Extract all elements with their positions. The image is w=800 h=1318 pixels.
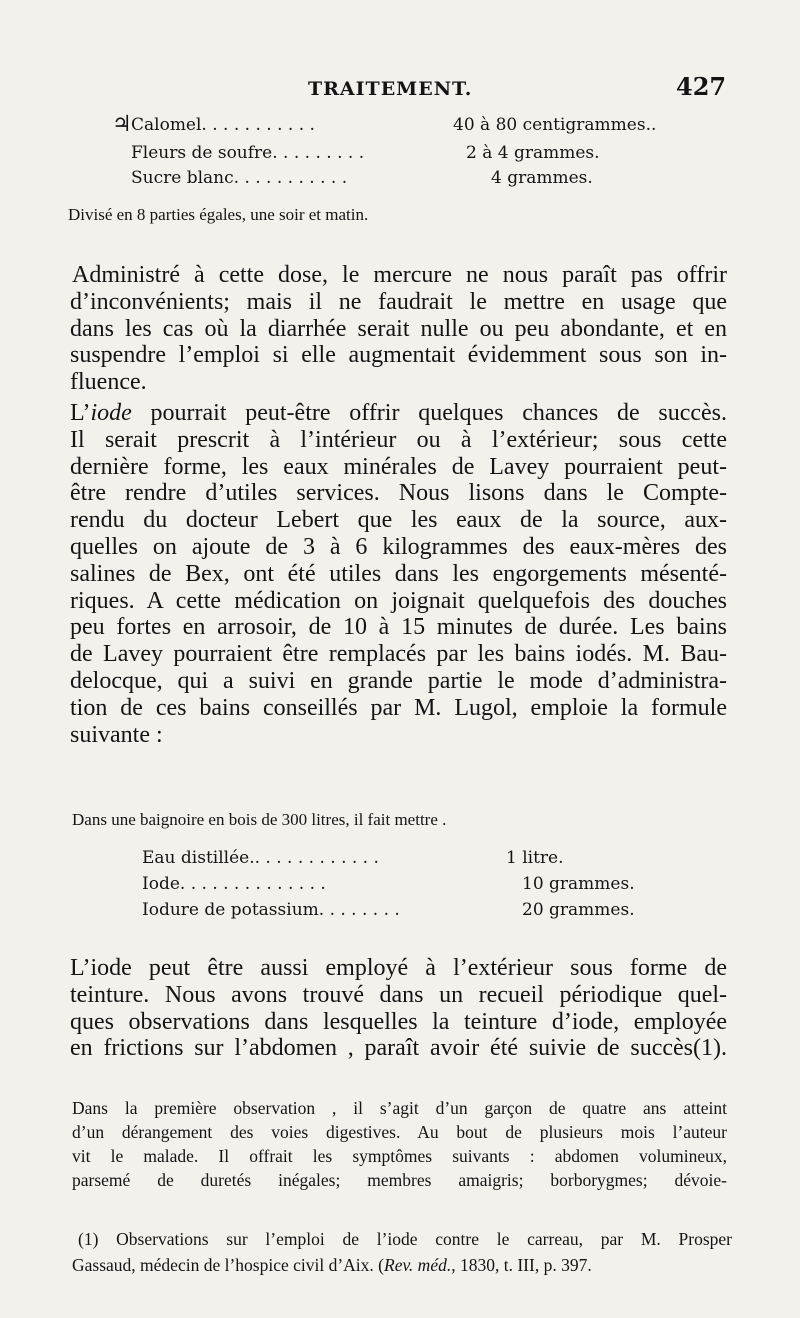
ingredient-name: Calomel. . . . . . . . . . . (131, 115, 315, 135)
text-line (70, 400, 727, 427)
text-fragment: L’ (70, 400, 91, 426)
ingredient-name: Eau distillée.. . . . . . . . . . . . (142, 848, 379, 868)
running-header: TRAITEMENT. (308, 78, 473, 100)
recipe-line-soufre (131, 143, 691, 167)
text-line: de Lavey pourraient être remplacés par les bains iodés. M. Bau- (70, 641, 727, 668)
text-line: Dans la première observation , il s’agit d’un garçon de quatre ans atteint (72, 1098, 727, 1118)
italic-word: iode (90, 400, 132, 426)
ingredient-quantity: 4 grammes. (491, 168, 593, 188)
text-line: Il serait prescrit à l’intérieur ou à l’extérieur; sous cette (70, 426, 727, 453)
text-line: delocque, qui a suivi en grande partie le mode d’administra- (70, 667, 727, 694)
paragraph-mercure (70, 262, 727, 396)
footnote-line: (1) Observations sur l’emploi de l’iode contre le carreau, par M. Prosper (78, 1229, 732, 1249)
ingredient-quantity: 10 grammes. (522, 874, 635, 894)
text-line: fluence. (70, 369, 147, 396)
ingredient-name: Iodure de potassium. . . . . . . . (142, 900, 400, 920)
recipe-line-calomel (131, 115, 691, 139)
text-line: Administré à cette dose, le mercure ne nous paraît pas offrir (72, 262, 727, 288)
recipe-line-iodure (142, 900, 702, 924)
text-line: dans les cas où la diarrhée serait nulle ou peu abondante, et en (70, 315, 727, 342)
text-line: rendu du docteur Lebert que les eaux de la source, aux- (70, 507, 727, 534)
text-line: peu fortes en arrosoir, de 10 à 15 minutes de durée. Les bains (70, 614, 727, 641)
ingredient-name: Fleurs de soufre. . . . . . . . . (131, 143, 365, 163)
text-line: ques observations dans lesquelles la teinture d’iode, employée (70, 1008, 727, 1035)
text-line: parsemé de duretés inégales; membres amaigris; borborygmes; dévoie- (72, 1170, 727, 1190)
paragraph-teinture (70, 955, 727, 1062)
footnote (72, 1226, 732, 1278)
ingredient-name: Sucre blanc. . . . . . . . . . . (131, 168, 348, 188)
text-line: riques. A cette médication on joignait quelquefois des douches (70, 587, 727, 614)
text-fragment: pourrait peut-être offrir quelques chances de succès. (131, 400, 727, 426)
rx-icon: ♃ (112, 112, 132, 137)
paragraph-iode (70, 400, 727, 748)
page-number: 427 (676, 72, 727, 101)
text-line: teinture. Nous avons trouvé dans un recueil périodique quel- (70, 981, 727, 1008)
text-line: salines de Bex, ont été utiles dans les engorgements mésenté- (70, 560, 727, 587)
text-line: d’un dérangement des voies digestives. Au bout de plusieurs mois l’auteur (72, 1122, 727, 1142)
text-line: être rendre d’utiles services. Nous lisons dans le Compte- (70, 480, 727, 507)
text-line: vit le malade. Il offrait les symptômes suivants : abdomen volumineux, (72, 1146, 727, 1166)
recipe-line-eau (142, 848, 702, 872)
text-line: dernière forme, les eaux minérales de Lavey pourraient peut- (70, 453, 727, 480)
text-line: suspendre l’emploi si elle augmentait évidemment sous son in- (70, 342, 727, 369)
italic-citation: Rev. méd. (384, 1255, 452, 1275)
ingredient-name: Iode. . . . . . . . . . . . . . (142, 874, 326, 894)
text-fragment: , 1830, t. III, p. 397. (451, 1255, 592, 1275)
recipe-instruction: Divisé en 8 parties égales, une soir et matin. (68, 205, 369, 224)
footnote-line (72, 1252, 732, 1278)
text-line: d’inconvénients; mais il ne faudrait le mettre en usage que (70, 288, 727, 315)
ingredient-quantity: 20 grammes. (522, 900, 635, 920)
recipe-line-iode (142, 874, 702, 898)
recipe-line-sucre (131, 168, 691, 192)
text-fragment: Gassaud, médecin de l’hospice civil d’Aix. ( (72, 1255, 384, 1275)
text-line: en frictions sur l’abdomen , paraît avoir été suivie de succès(1). (70, 1035, 727, 1062)
text-line: quelles on ajoute de 3 à 6 kilogrammes des eaux-mères des (70, 533, 727, 560)
observation-note (72, 1096, 727, 1192)
recipe-intro: Dans une baignoire en bois de 300 litres, il fait mettre . (72, 810, 447, 829)
ingredient-quantity: 40 à 80 centigrammes.. (453, 115, 657, 135)
ingredient-quantity: 1 litre. (506, 848, 564, 868)
text-line: L’iode peut être aussi employé à l’extérieur sous forme de (70, 955, 727, 981)
ingredient-quantity: 2 à 4 grammes. (466, 143, 600, 163)
text-line: tion de ces bains conseillés par M. Lugol, emploie la formule (70, 694, 727, 721)
text-line: suivante : (70, 721, 163, 748)
